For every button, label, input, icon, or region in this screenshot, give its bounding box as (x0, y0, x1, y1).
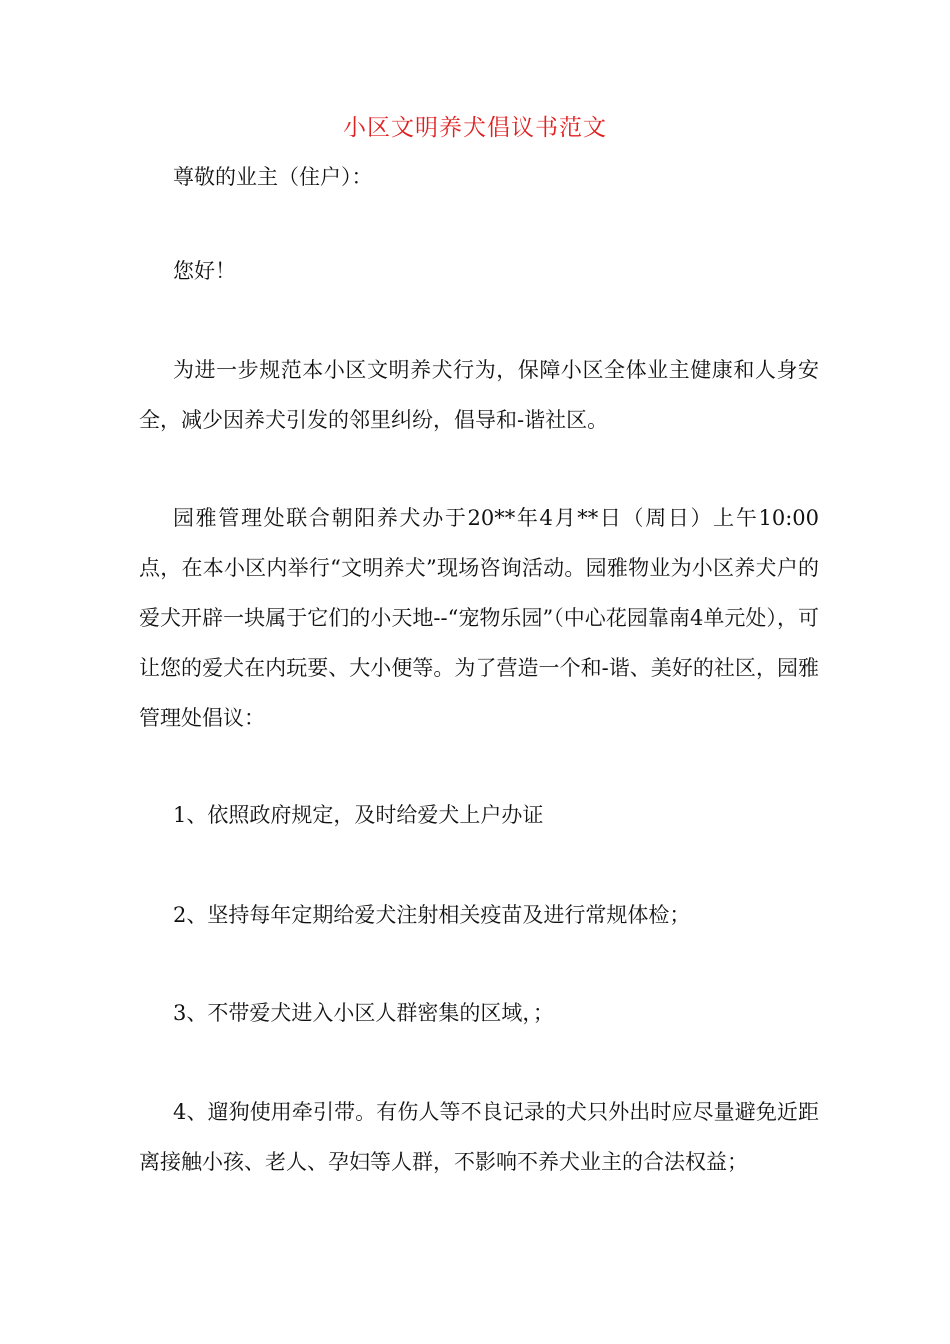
list-item: 4、遛狗使用牵引带。有伤人等不良记录的犬只外出时应尽量避免近距离接触小孩、老人、孕妇等人群，不影响不养犬业主的合法权益； (139, 1100, 819, 1174)
list-item: 3、不带爱犬进入小区人群密集的区域，； (173, 1001, 554, 1025)
salutation: 尊敬的业主（住户）： (173, 165, 373, 189)
list-item: 1、依照政府规定，及时给爱犬上户办证 (173, 803, 544, 827)
list-item: 2、坚持每年定期给爱犬注射相关疫苗及进行常规体检； (173, 903, 691, 927)
paragraph-intro: 为进一步规范本小区文明养犬行为，保障小区全体业主健康和人身安全，减少因养犬引发的邻里纠纷，倡导和-谐社区。 (139, 358, 819, 432)
greeting: 您好！ (173, 259, 236, 283)
paragraph-event: 园雅管理处联合朝阳养犬办于20**年4月**日（周日）上午10:00点，在本小区内举行“文明养犬”现场咨询活动。园雅物业为小区养犬户的爱犬开辟一块属于它们的小天地--“宠物乐园”（中心花园靠南4单元处），可让您的爱犬在内玩要、大小便等。为了营造一个和-谐、美好的社区，园雅管理处倡议： (139, 506, 819, 730)
document-title: 小区文明养犬倡议书范文 (343, 115, 607, 141)
